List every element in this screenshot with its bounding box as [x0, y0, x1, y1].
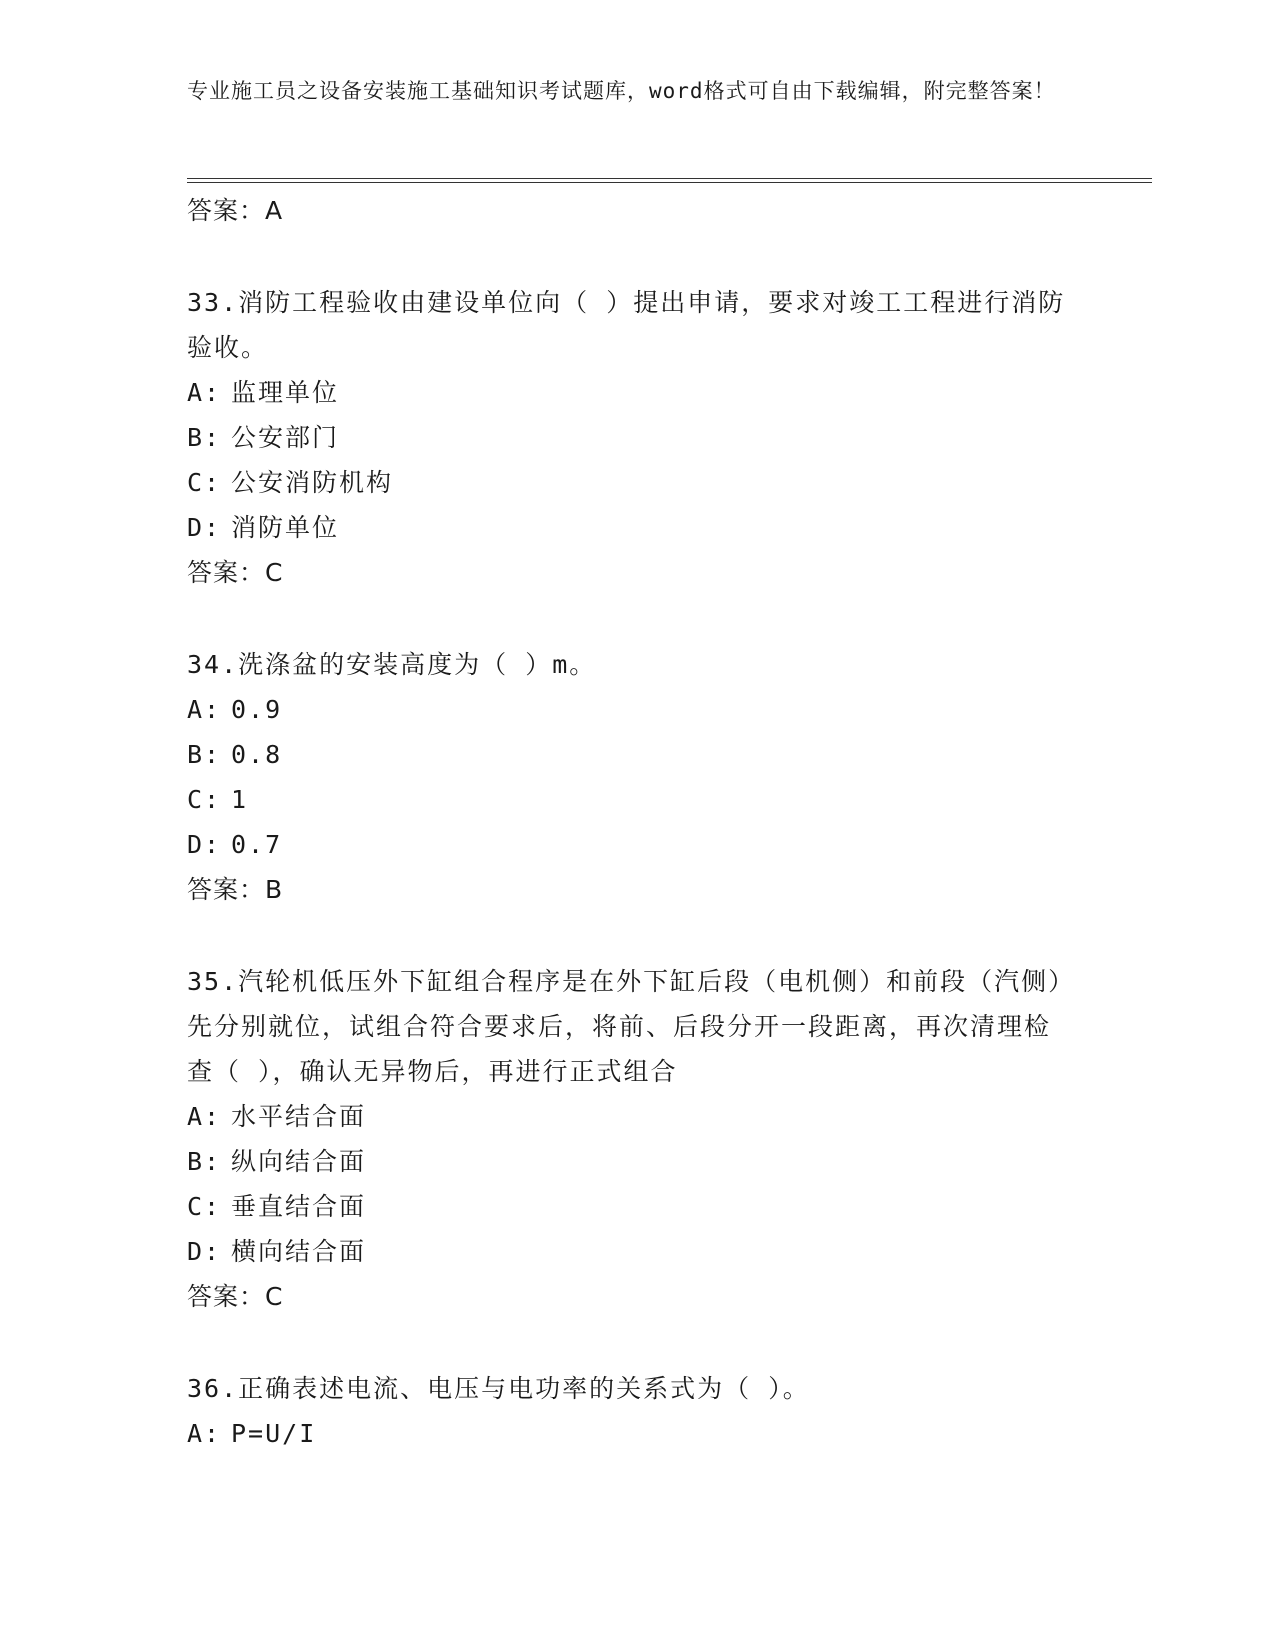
- option-text: 1: [231, 785, 249, 814]
- option-b: [187, 732, 1067, 777]
- option-label: B:: [187, 1147, 222, 1176]
- option-a: [187, 687, 1067, 732]
- option-label: D:: [187, 1237, 222, 1266]
- option-a: [187, 370, 1067, 415]
- option-label: C:: [187, 1192, 222, 1221]
- option-label: D:: [187, 830, 222, 859]
- option-label: A:: [187, 378, 222, 407]
- option-b: [187, 415, 1067, 460]
- answer-line: 答案：C: [187, 1282, 284, 1311]
- document-header: 专业施工员之设备安装施工基础知识考试题库，word格式可自由下载编辑，附完整答案！: [187, 79, 1056, 103]
- option-text: P=U/I: [231, 1419, 317, 1448]
- answer-line: 答案：A: [187, 196, 284, 225]
- option-text: 垂直结合面: [231, 1192, 367, 1221]
- option-text: 0.8: [231, 740, 283, 769]
- question-list: [187, 188, 1067, 1456]
- option-label: B:: [187, 423, 222, 452]
- option-d: [187, 822, 1067, 867]
- question-35: [187, 959, 1067, 1320]
- spacer: [187, 596, 1067, 642]
- option-label: A:: [187, 695, 222, 724]
- option-text: 公安消防机构: [231, 468, 394, 497]
- option-d: [187, 1229, 1067, 1274]
- option-text: 消防单位: [231, 513, 340, 542]
- option-label: D:: [187, 513, 222, 542]
- option-text: 公安部门: [231, 423, 340, 452]
- question-stem: 36.正确表述电流、电压与电功率的关系式为（ ）。: [187, 1374, 810, 1403]
- option-label: C:: [187, 468, 222, 497]
- option-label: A:: [187, 1102, 222, 1131]
- answer-line: 答案：B: [187, 875, 284, 904]
- option-text: 水平结合面: [231, 1102, 367, 1131]
- option-a: [187, 1094, 1067, 1139]
- option-text: 0.7: [231, 830, 283, 859]
- spacer: [187, 1320, 1067, 1366]
- option-b: [187, 1139, 1067, 1184]
- option-d: [187, 505, 1067, 550]
- option-text: 监理单位: [231, 378, 340, 407]
- spacer: [187, 913, 1067, 959]
- question-36: [187, 1366, 1067, 1456]
- option-c: [187, 460, 1067, 505]
- option-c: [187, 777, 1067, 822]
- option-label: B:: [187, 740, 222, 769]
- option-text: 纵向结合面: [231, 1147, 367, 1176]
- question-stem: 34.洗涤盆的安装高度为（ ）m。: [187, 650, 597, 679]
- question-stem: 35.汽轮机低压外下缸组合程序是在外下缸后段（电机侧）和前段（汽侧）先分别就位，试组合符合要求后，将前、后段分开一段距离，再次清理检查（ ），确认无异物后，再进行正式组合: [187, 967, 1063, 1086]
- header-divider-thin: [187, 182, 1152, 183]
- header-divider: [187, 178, 1152, 179]
- option-a: [187, 1411, 1067, 1456]
- option-c: [187, 1184, 1067, 1229]
- question-33: [187, 280, 1067, 596]
- answer-line: 答案：C: [187, 558, 284, 587]
- question-34: [187, 642, 1067, 913]
- option-label: C:: [187, 785, 222, 814]
- question-stem: 33.消防工程验收由建设单位向（ ）提出申请，要求对竣工工程进行消防验收。: [187, 288, 1066, 362]
- option-text: 0.9: [231, 695, 283, 724]
- option-label: A:: [187, 1419, 222, 1448]
- spacer: [187, 234, 1067, 280]
- option-text: 横向结合面: [231, 1237, 367, 1266]
